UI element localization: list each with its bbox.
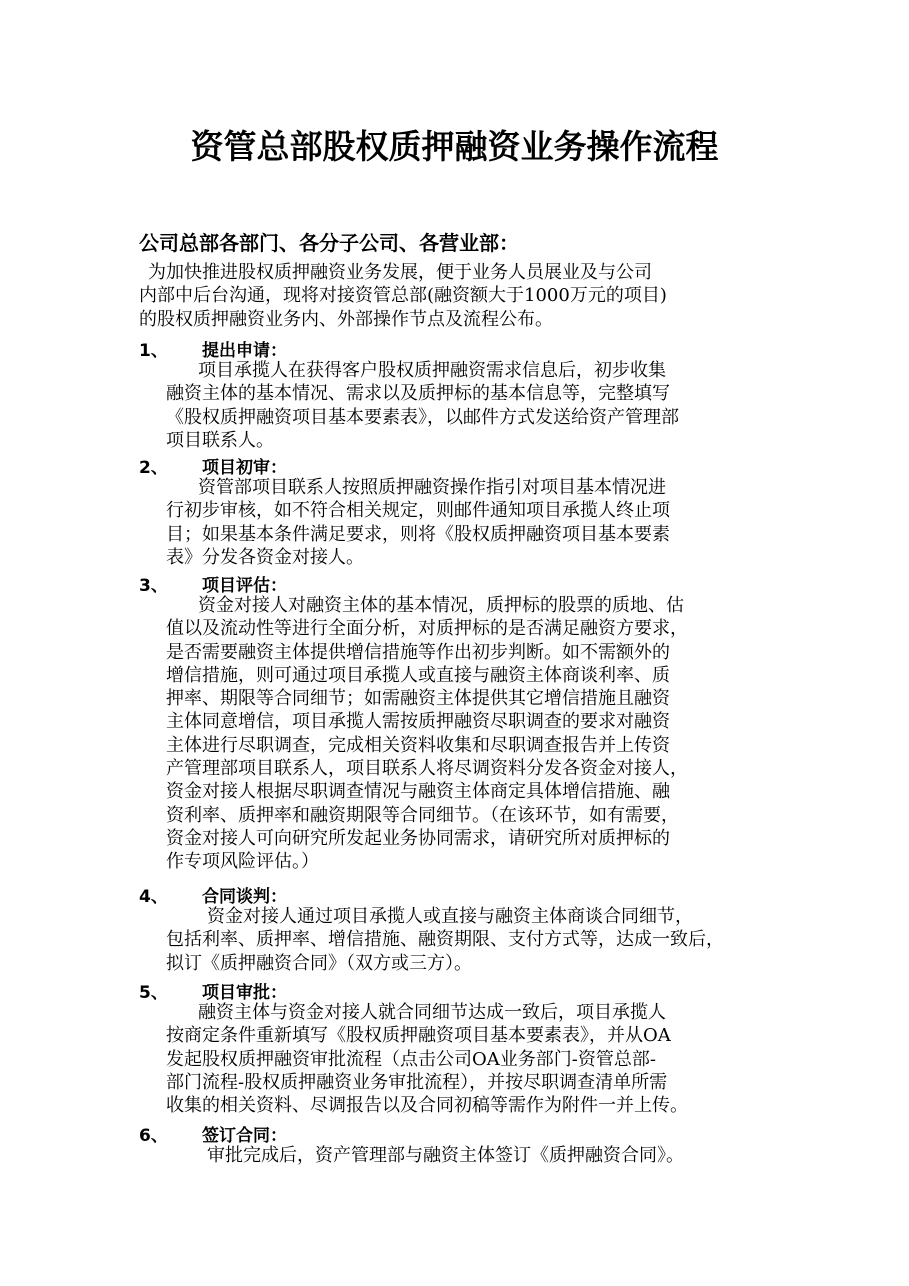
body-line: 主体同意增信，项目承揽人需按质押融资尽职调查的要求对融资: [166, 711, 670, 733]
body-line: 融资主体的基本情况、需求以及质押标的基本信息等，完整填写: [166, 383, 670, 405]
body-line: 项目联系人。: [166, 429, 274, 451]
body-line: 部门流程-股权质押融资业务审批流程），并按尽职调查清单所需: [166, 1071, 668, 1093]
body-line: 资金对接人通过项目承揽人或直接与融资主体商谈合同细节，: [207, 906, 693, 927]
body-line: 审批完成后，资产管理部与融资主体签订《质押融资合同》。: [207, 1145, 684, 1166]
section-body: [166, 594, 786, 874]
section-title: 合同谈判：: [202, 887, 287, 907]
body-line: 资金对接人可向研究所发起业务协同需求，请研究所对质押标的: [166, 827, 670, 849]
intro-paragraph: [139, 261, 779, 331]
section-number: 3、: [139, 576, 168, 596]
body-line: 资金对接人对融资主体的基本情况，质押标的股票的质地、估: [198, 595, 684, 616]
body-line: 资金对接人根据尽职调查情况与融资主体商定具体增信措施、融: [166, 781, 670, 803]
body-line: 表》分发各资金对接人。: [166, 546, 364, 568]
section-body: [166, 359, 786, 452]
section-number: 2、: [139, 458, 168, 478]
section-heading: [139, 336, 287, 361]
section-title: 项目初审：: [202, 458, 287, 478]
section-heading: [139, 882, 287, 907]
section-heading: [139, 978, 287, 1003]
section-body: [166, 905, 786, 975]
intro-line: 的股权质押融资业务内、外部操作节点及流程公布。: [139, 308, 553, 330]
section-heading: [139, 1121, 287, 1146]
body-line: 产管理部项目联系人，项目联系人将尽调资料分发各资金对接人，: [166, 758, 688, 780]
body-line: 目；如果基本条件满足要求，则将《股权质押融资项目基本要素: [166, 523, 670, 545]
section-title: 项目审批：: [202, 983, 287, 1003]
body-line: 增信措施，则可通过项目承揽人或直接与融资主体商谈利率、质: [166, 664, 670, 686]
section-title: 签订合同：: [202, 1126, 287, 1146]
salutation: 公司总部各部门、各分子公司、各营业部：: [139, 231, 519, 255]
body-line: 项目承揽人在获得客户股权质押融资需求信息后，初步收集: [198, 360, 666, 381]
body-line: 押率、期限等合同细节；如需融资主体提供其它增信措施且融资: [166, 688, 670, 710]
body-line: 包括利率、质押率、增信措施、融资期限、支付方式等，达成一致后，: [166, 929, 724, 951]
section-body: [166, 1144, 786, 1167]
body-line: 融资主体与资金对接人就合同细节达成一致后，项目承揽人: [198, 1002, 666, 1023]
body-line: 收集的相关资料、尽调报告以及合同初稿等需作为附件一并上传。: [166, 1095, 688, 1117]
body-line: 资利率、质押率和融资期限等合同细节。（在该环节，如有需要，: [166, 804, 679, 826]
section-title: 项目评估：: [202, 576, 287, 596]
section-body: [166, 476, 786, 569]
section-number: 5、: [139, 983, 168, 1003]
section-number: 6、: [139, 1126, 168, 1146]
body-line: 行初步审核，如不符合相关规定，则邮件通知项目承揽人终止项: [166, 500, 670, 522]
section-body: [166, 1001, 786, 1117]
body-line: 按商定条件重新填写《股权质押融资项目基本要素表》，并从OA: [166, 1025, 671, 1047]
body-line: 《股权质押融资项目基本要素表》，以邮件方式发送给资产管理部: [166, 406, 679, 428]
body-line: 值以及流动性等进行全面分析，对质押标的是否满足融资方要求，: [166, 618, 688, 640]
section-number: 1、: [139, 341, 168, 361]
body-line: 发起股权质押融资审批流程（点击公司OA业务部门-资管总部-: [166, 1048, 656, 1070]
section-heading: [139, 571, 287, 596]
intro-line: 为加快推进股权质押融资业务发展，便于业务人员展业及与公司: [148, 262, 652, 283]
document-title: 资管总部股权质押融资业务操作流程: [190, 127, 719, 166]
body-line: 主体进行尽职调查，完成相关资料收集和尽职调查报告并上传资: [166, 734, 670, 756]
body-line: 拟订《质押融资合同》（双方或三方）。: [166, 952, 472, 974]
section-heading: [139, 453, 287, 478]
section-number: 4、: [139, 887, 168, 907]
body-line: 作专项风险评估。）: [166, 851, 319, 873]
body-line: 是否需要融资主体提供增信措施等作出初步判断。如不需额外的: [166, 641, 670, 663]
body-line: 资管部项目联系人按照质押融资操作指引对项目基本情况进: [198, 477, 666, 498]
section-title: 提出申请：: [202, 341, 287, 361]
intro-line: 内部中后台沟通，现将对接资管总部(融资额大于1000万元的项目): [139, 285, 667, 307]
